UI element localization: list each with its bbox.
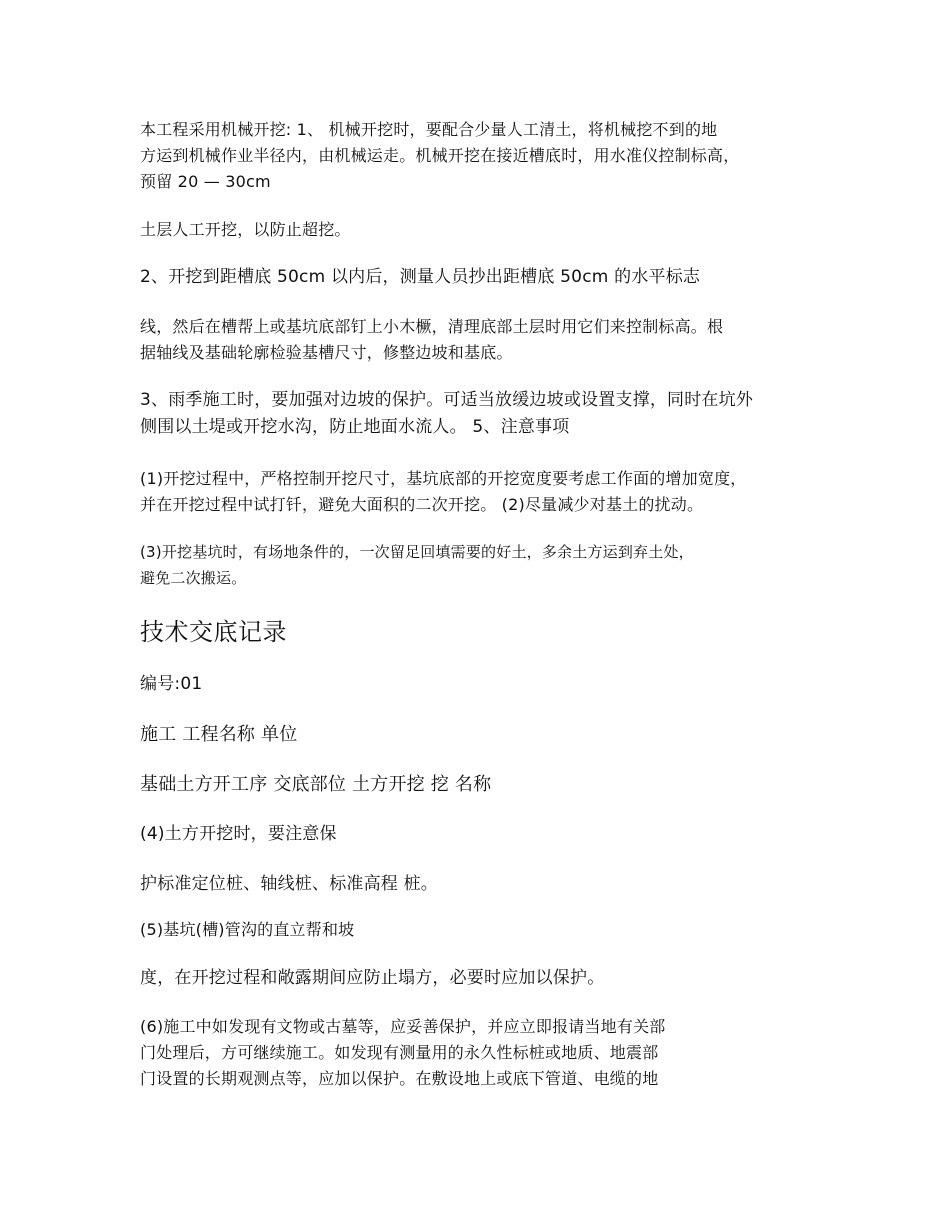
- section-heading: 技术交底记录: [140, 618, 287, 646]
- paragraph-stakes: 线，然后在槽帮上或基坑底部钉上小木橛，清理底部土层时用它们来控制标高。根 据轴线及基础轮廓检验基槽尺寸，修整边坡和基底。: [140, 317, 724, 362]
- paragraph-mechanical-excavation: 本工程采用机械开挖: 1、 机械开挖时，要配合少量人工清土，将机械挖不到的地 方运到机械作业半径内，由机械运走。机械开挖在接近槽底时，用水准仪控制标高， 预留 20 — 30cm: [140, 120, 740, 191]
- paragraph-note-4-start: (4)土方开挖时，要注意保: [140, 824, 337, 844]
- form-row-disclosure: 基础土方开工序 交底部位 土方开挖 挖 名称: [140, 774, 492, 795]
- paragraph-note-4-end: 护标准定位桩、轴线桩、标准高程 桩。: [140, 874, 439, 894]
- paragraph-note-5-start: (5)基坑(槽)管沟的直立帮和坡: [140, 920, 355, 939]
- paragraph-manual-excavation: 土层人工开挖，以防止超挖。: [140, 220, 351, 239]
- record-number: 编号:01: [140, 674, 203, 694]
- paragraph-survey-marking: 2、开挖到距槽底 50cm 以内后，测量人员抄出距槽底 50cm 的水平标志: [140, 267, 701, 287]
- paragraph-note-6: (6)施工中如发现有文物或古墓等，应妥善保护，并应立即报请当地有关部 门处理后，方可继续施工。如发现有测量用的永久性标桩或地质、地震部 门设置的长期观测点等，应加以保护。在敷设地上或底下管道、电缆的地: [140, 1017, 666, 1088]
- form-row-project: 施工 工程名称 单位: [140, 724, 298, 745]
- paragraph-note-5-end: 度，在开挖过程和敞露期间应防止塌方，必要时应加以保护。: [140, 968, 605, 988]
- paragraph-notes-1-2: (1)开挖过程中，严格控制开挖尺寸，基坑底部的开挖宽度要考虑工作面的增加宽度， 并在开挖过程中试打钎，避免大面积的二次开挖。 (2)尽量减少对基土的扰动。: [140, 469, 747, 514]
- paragraph-rainy-season: 3、雨季施工时，要加强对边坡的保护。可适当放缓边坡或设置支撑，同时在坑外 侧围以土堤或开挖水沟，防止地面水流人。 5、注意事项: [140, 390, 754, 437]
- paragraph-note-3: (3)开挖基坑时，有场地条件的，一次留足回填需要的好土，多余土方运到弃土处， 避免二次搬运。: [140, 543, 694, 587]
